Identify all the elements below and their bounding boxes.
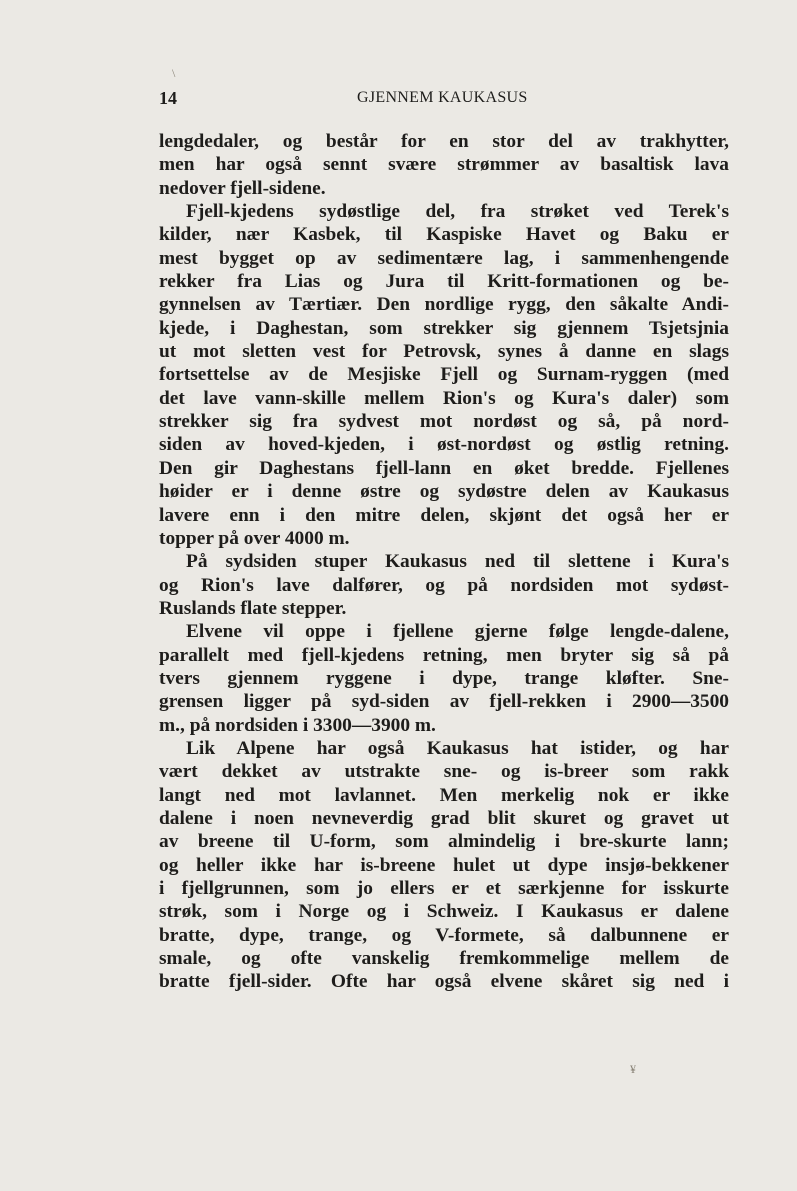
text-line: På sydsiden stuper Kaukasus ned til slettene i Kura's — [186, 551, 729, 573]
text-line: Lik Alpene har også Kaukasus hat istider, og har — [186, 737, 729, 759]
text-line: av breene til U-form, som almindelig i bre-skurte lann; — [159, 831, 729, 853]
paper-speck: ¥ — [630, 1062, 636, 1076]
text-line: mest bygget op av sedimentære lag, i sammenhengende — [159, 247, 729, 269]
text-line: det lave vann-skille mellem Rion's og Kura's daler) som — [159, 387, 729, 409]
text-line: lengdedaler, og består for en stor del av trakhytter, — [159, 131, 729, 152]
text-line: kjede, i Daghestan, som strekker sig gjennem Tsjetsjnia — [159, 317, 729, 339]
text-line: ut mot sletten vest for Petrovsk, synes å danne en slags — [159, 341, 729, 363]
text-line: Fjell-kjedens sydøstlige del, fra strøket ved Terek's — [186, 201, 729, 223]
running-title: GJENNEM KAUKASUS — [357, 89, 528, 106]
text-line: topper på over 4000 m. — [159, 527, 350, 549]
text-line: smale, og ofte vanskelig fremkommelige mellem de — [159, 948, 729, 970]
text-line: og heller ikke har is-breene hulet ut dype insjø-bekkener — [159, 854, 729, 876]
text-line: vært dekket av utstrakte sne- og is-breer som rakk — [159, 761, 729, 783]
text-line: og Rion's lave dalfører, og på nordsiden mot sydøst- — [159, 574, 729, 596]
text-line: grensen ligger på syd-siden av fjell-rekken i 2900—3500 — [159, 691, 729, 713]
text-line: kilder, nær Kasbek, til Kaspiske Havet og Baku er — [159, 224, 729, 246]
text-line: rekker fra Lias og Jura til Kritt-formationen og be- — [159, 271, 729, 293]
text-line: i fjellgrunnen, som jo ellers er et særkjenne for isskurte — [159, 878, 729, 899]
text-line: høider er i denne østre og sydøstre delen av Kaukasus — [159, 481, 729, 503]
page-number: 14 — [159, 88, 177, 108]
text-line: fortsettelse av de Mesjiske Fjell og Surnam-ryggen (med — [159, 364, 729, 386]
text-line: parallelt med fjell-kjedens retning, men bryter sig så på — [159, 644, 729, 666]
text-line: men har også sennt svære strømmer av basaltisk lava — [159, 154, 729, 176]
text-line: nedover fjell-sidene. — [159, 177, 326, 199]
text-line: gynnelsen av Tærtiær. Den nordlige rygg, den såkalte Andi- — [159, 294, 729, 316]
text-line: tvers gjennem ryggene i dype, trange kløfter. Sne- — [159, 667, 729, 689]
text-line: strøk, som i Norge og i Schweiz. I Kaukasus er dalene — [159, 901, 729, 923]
text-line: siden av hoved-kjeden, i øst-nordøst og østlig retning. — [159, 434, 729, 456]
text-line: lavere enn i den mitre delen, skjønt det også her er — [159, 504, 729, 526]
text-line: Elvene vil oppe i fjellene gjerne følge lengde-dalene, — [186, 621, 729, 643]
text-line: m., på nordsiden i 3300—3900 m. — [159, 714, 436, 736]
text-line: dalene i noen nevneverdig grad blit skuret og gravet ut — [159, 807, 729, 829]
page-header — [159, 88, 729, 114]
text-line: bratte fjell-sider. Ofte har også elvene skåret sig ned i — [159, 971, 729, 993]
body-text — [159, 130, 729, 994]
paper-speck: \ — [172, 66, 176, 80]
text-line: bratte, dype, trange, og V-formete, så dalbunnene er — [159, 924, 729, 946]
text-line: langt ned mot lavlannet. Men merkelig nok er ikke — [159, 784, 729, 806]
text-line: Den gir Daghestans fjell-lann en øket bredde. Fjellenes — [159, 457, 729, 479]
text-line: strekker sig fra sydvest mot nordøst og så, på nord- — [159, 411, 729, 433]
text-line: Ruslands flate stepper. — [159, 597, 347, 619]
